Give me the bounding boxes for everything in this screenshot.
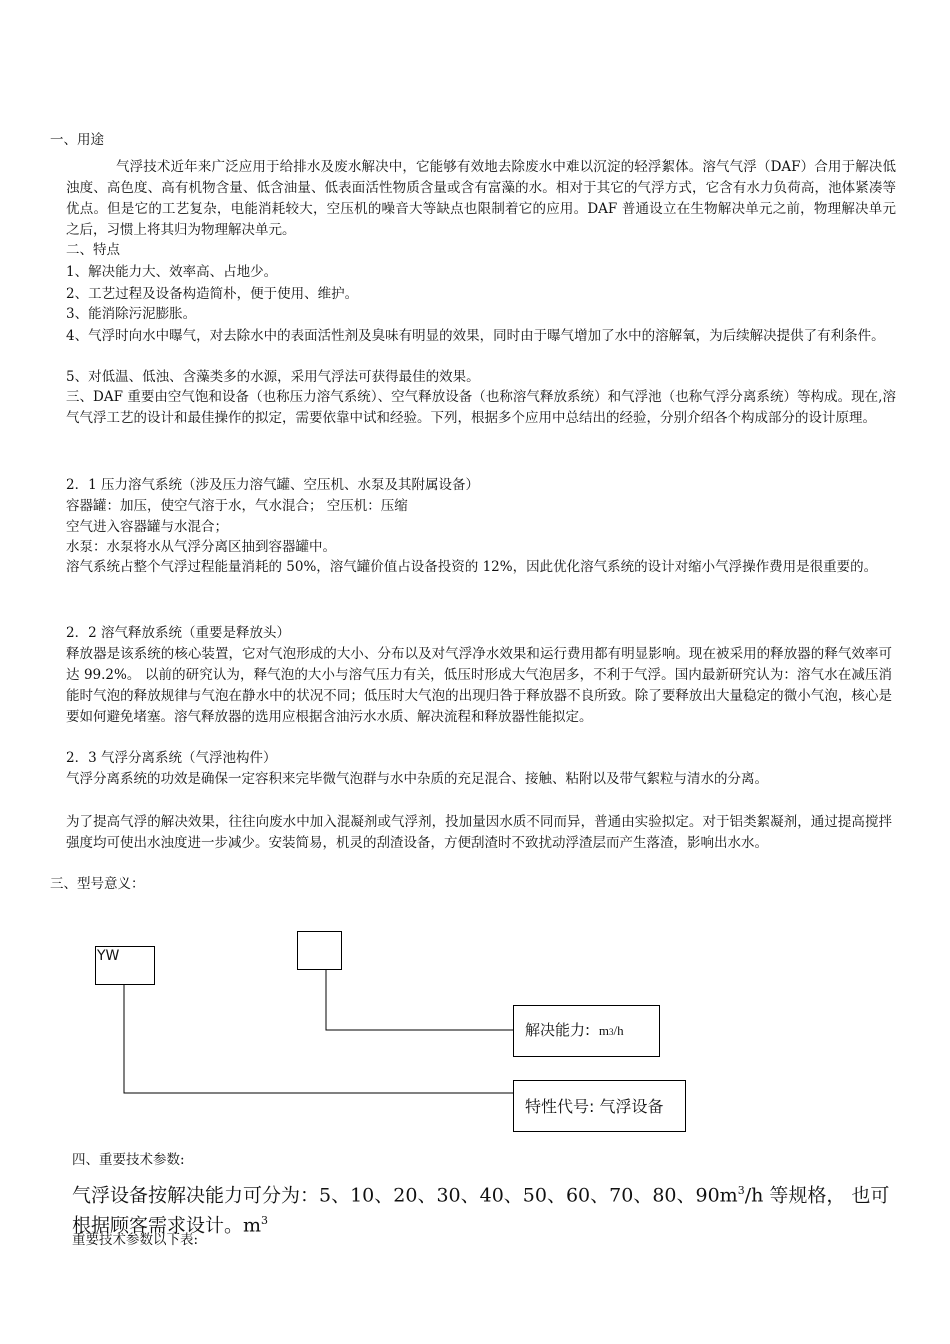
section-2-3-paragraph-1: 气浮分离系统的功效是确保一定容积来完毕微气泡群与水中杂质的充足混合、接触、粘附以及带气絮粒与清水的分离。 xyxy=(66,771,768,787)
section-2-heading: 二、特点 xyxy=(66,242,120,258)
connector-feature xyxy=(124,984,513,1093)
feature-item-5: 5、对低温、低浊、含藻类多的水源，采用气浮法可获得最佳的效果。 xyxy=(66,369,480,385)
section-2-1-heading: 2．1 压力溶气系统（涉及压力溶气罐、空压机、水泵及其附属设备） xyxy=(66,477,479,493)
section-3-heading: 三、型号意义： xyxy=(50,876,145,892)
connector-capacity xyxy=(326,968,513,1030)
section-4-heading: 四、重要技术参数: xyxy=(72,1152,185,1168)
section-2-1-line-1: 容器罐：加压，使空气溶于水，气水混合； 空压机：压缩 xyxy=(66,498,408,514)
feature-item-4: 4、气浮时向水中曝气，对去除水中的表面活性剂及臭味有明显的效果，同时由于曝气增加了水中的溶解氧，为后续解决提供了有利条件。 xyxy=(66,328,885,344)
feature-item-1: 1、解决能力大、效率高、占地少。 xyxy=(66,264,278,280)
section-2-3-heading: 2．3 气浮分离系统（气浮池构件） xyxy=(66,750,277,766)
capacity-code-box xyxy=(297,931,342,970)
section-2-1-line-2: 空气进入容器罐与水混合； xyxy=(66,519,228,535)
section-1-heading: 一、用途 xyxy=(50,132,104,148)
capacity-box xyxy=(513,1005,660,1057)
section-2-2-paragraph: 释放器是该系统的核心装置，它对气泡形成的大小、分布以及对气浮净水效果和运行费用都有明显影响。现在被采用的释放器的释气效率可达 99.2%。 以前的研究认为，释气泡的大小与溶气压力有关，低压时形成大气泡居多，不利于气浮。国内最新研究认为：溶气水在减压消能时气泡的释放规律与气泡在静水中的状况不同；低压时大气泡的出现归咎于释放器不良所致。除了要释放出大量稳定的微小气泡，核心是要如何避免堵塞。溶气释放器的选用应根据含油污水水质、解决流程和释放器性能拟定。 xyxy=(66,646,892,725)
section-2-1-paragraph: 溶气系统占整个气浮过程能量消耗的 50%，溶气罐价值占设备投资的 12%，因此优化溶气系统的设计对缩小气浮操作费用是很重要的。 xyxy=(66,559,878,575)
section-2-2-heading: 2．2 溶气释放系统（重要是释放头） xyxy=(66,625,290,641)
yw-label: YW xyxy=(97,948,120,964)
capacity-label: 解决能力: m3/h xyxy=(525,1021,624,1039)
section-1-paragraph: 气浮技术近年来广泛应用于给排水及废水解决中，它能够有效地去除废水中难以沉淀的轻浮絮体。溶气气浮（DAF）合用于解决低浊度、高色度、高有机物含量、低含油量、低表面活性物质含量或含有富藻的水。相对于其它的气浮方式，它含有水力负荷高，池体紧凑等优点。但是它的工艺复杂，电能消耗较大，空压机的噪音大等缺点也限制着它的应用。DAF 普通设立在生物解决单元之前，物理解决单元之后，习惯上将其归为物理解决单元。 xyxy=(66,159,896,238)
capacity-spec-text: 气浮设备按解决能力可分为：5、10、20、30、40、50、60、70、80、$90m^3/h$ 等规格， 也可根据顾客需求设计。$m^3$ xyxy=(72,1184,890,1237)
section-2-1-line-3: 水泵：水泵将水从气浮分离区抽到容器罐中。 xyxy=(66,539,336,555)
feature-code-label: 特性代号: 气浮设备 xyxy=(525,1097,664,1116)
feature-item-3: 3、能消除污泥膨胀。 xyxy=(66,306,197,322)
section-2-3-paragraph-2: 为了提高气浮的解决效果，往往向废水中加入混凝剂或气浮剂，投加量因水质不同而异，普通由实验拟定。对于铝类絮凝剂，通过提高搅拌强度均可使出水浊度进一步减少。安装简易，机灵的刮渣设备，方便刮渣时不致扰动浮渣层而产生落渣，影响出水水。 xyxy=(66,814,892,851)
composition-paragraph: 三、DAF 重要由空气饱和设备（也称压力溶气系统）、空气释放设备（也称溶气释放系统）和气浮池（也称气浮分离系统）等构成。现在,溶气气浮工艺的设计和最佳操作的拟定，需要依靠中试和经验。下列，根据多个应用中总结出的经验，分别介绍各个构成部分的设计原理。 xyxy=(66,389,896,426)
table-intro: 重要技术参数以下表: xyxy=(72,1232,199,1248)
feature-code-box xyxy=(513,1080,686,1132)
yw-box xyxy=(95,946,155,985)
feature-item-2: 2、工艺过程及设备构造简朴，便于使用、维护。 xyxy=(66,286,359,302)
